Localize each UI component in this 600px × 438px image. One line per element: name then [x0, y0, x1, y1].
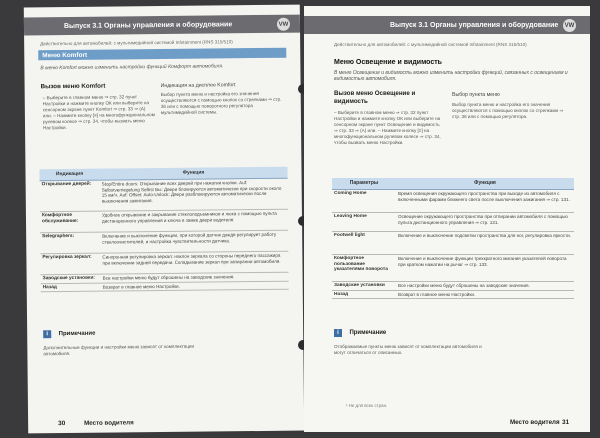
section-intro: В меню Komfort можно изменить настройки функций Комфорт автомобиля. — [40, 63, 224, 72]
footer-label: Место водителя — [84, 419, 134, 427]
call-menu-heading: Вызов меню Komfort — [40, 82, 106, 91]
applicability-note: Действительно для автомобилей: с мультимедийной системой Infotainment (RNS 315/510) — [40, 39, 233, 47]
manual-page-right — [304, 6, 590, 432]
table-row: Назад Возврат в главное меню Настройки. — [41, 281, 289, 292]
table-row: Заводские установки: Все настройки меню будут сброшены на заводские значения. — [41, 272, 289, 283]
chapter-title: Выпуск 3.1 Органы управления и оборудование — [63, 20, 233, 30]
display-text: Выбор пункта меню и настройка его значения осуществляются с помощью кнопок со стрелками ⇒ стр. 36 или с помощью поворотного регулятора мультимедийной системы. — [160, 90, 282, 116]
select-text: Выбор пункта меню и настройка его значения осуществляются с помощью кнопок со стрелками ⇒ стр. 36 или с помощью регулятора. — [452, 102, 564, 119]
footnote: ¹ Не для всех стран. — [346, 403, 388, 408]
note-text: Отображаемые пункты меню зависят от комплектации автомобиля и могут отличаться от описанных. — [334, 344, 482, 355]
table-row: Leaving Home Освещение окружающего пространства при отпирании автомобиля с помощью пульта дистанционного управления ⇒ стр. 131. — [332, 213, 574, 232]
chapter-header-bar — [304, 16, 590, 34]
function-table — [332, 178, 574, 299]
info-icon: i — [43, 330, 51, 338]
note-block — [334, 324, 494, 356]
function-table — [39, 167, 288, 293]
table-row: Заводские установки Все настройки меню будут сброшены на заводские значения. — [332, 282, 574, 291]
page-number: 30 — [58, 420, 66, 428]
table-row: Регулировка зеркал: Синхронная регулировка зеркал: наклон зеркала со стороны переднего пассажира при включении задней передачи. Складывание зеркал при запирании автомобиля. — [40, 251, 288, 275]
info-icon: i — [334, 329, 342, 337]
vw-logo-icon: VW — [563, 19, 576, 32]
table-row: Назад Возврат в главное меню Настройки. — [332, 290, 574, 299]
call-menu-steps: – Выберите в главном меню ⇒ стр. 32 пункт Настройки и нажмите кнопку ОК или выберите на сенсорном экране пункт Освещение и видимость ⇒ стр. 33 ⇒ (A) или. – Нажмите кнопку [≡] на многофункциональном рулевом колесе ⇒ стр. 34, чтобы вызвать меню Настройки. — [334, 110, 441, 145]
note-text: Дополнительные функции и настройки меню зависят от комплектации автомобиля. — [43, 343, 195, 357]
call-menu-heading: Вызов меню Освещение и видимость — [334, 90, 416, 105]
table-row: Coming Home Время освещения окружающего пространства при выходе из автомобиля с включенными фарами ближнего света после выключения зажигания ⇒ стр. 131. — [332, 190, 574, 213]
table-header-function: Функция — [396, 178, 574, 190]
display-heading: Индикация на дисплее Komfort — [160, 82, 236, 90]
footer-label: Место водителя — [510, 419, 560, 426]
section-title: Меню Освещение и видимость — [334, 58, 442, 66]
vw-logo-icon: VW — [277, 18, 290, 31]
note-block — [43, 324, 203, 358]
chapter-title: Выпуск 3.1 Органы управления и оборудование — [390, 21, 559, 29]
table-header-parameters: Параметры — [332, 178, 396, 190]
table-row: Комфортное пользование указателями поворота Включение и выключение функции трехкратного мигания указателей поворота при кратком нажатии на рычаг ⇒ стр. 133. — [332, 255, 574, 282]
table-row: Selegraphers: Включение и выключение функции, при которой датчик дождя регулирует работу стеклоочистителей, и настройка чувствительности датчика. — [40, 230, 288, 254]
select-heading: Выбор пункта меню — [452, 92, 500, 98]
table-row: Footwell light Включение и выключение подсветки пространства для ног, регулировка яркости. — [332, 232, 574, 255]
note-title: Примечание — [349, 329, 387, 336]
table-row: Открывание дверей: Stop/Entire doors: Открывание всех дверей при нажатии кнопки. Auf: Selbstverriegelung Selbst Вы: Двери блокируются автоматически при скорости около 15 км/ч. Auf: Offset: Auto-Unlock: Двери разблокируются автоматически после выключения зажигания. — [40, 178, 288, 212]
page-number: 31 — [562, 419, 570, 426]
table-header-function: Функция — [99, 167, 287, 180]
table-row: Комфортное обслуживание: Удобное открывание и закрывание стеклоподъемников и люка с помощью пульта дистанционного управления и ключа в замке двери водителя. — [40, 209, 288, 233]
table-header-display: Индикация — [39, 169, 99, 181]
chapter-header-bar — [24, 15, 300, 36]
note-title: Примечание — [58, 330, 96, 337]
manual-page-left — [24, 5, 304, 434]
section-intro: В меню Освещение и видимость можно изменить настройки функций, связанных с освещением и видимостью автомобиля. — [334, 70, 568, 83]
section-title: Меню Komfort — [38, 48, 286, 61]
call-menu-steps: – Выберите в главном меню ⇒ стр. 32 пункт Настройки и нажмите кнопку ОК или выберите на сенсорном экране пункт Komfort ⇒ стр. 33 ⇒ (A) или. – Нажмите кнопку [≡] на многофункциональном рулевом колесе ⇒ стр. 34, чтобы вызвать меню Настройки. — [42, 94, 155, 131]
applicability-note: Действительно для автомобилей: с мультимедийной системой Infotainment (RNS 315/510) — [334, 42, 527, 47]
